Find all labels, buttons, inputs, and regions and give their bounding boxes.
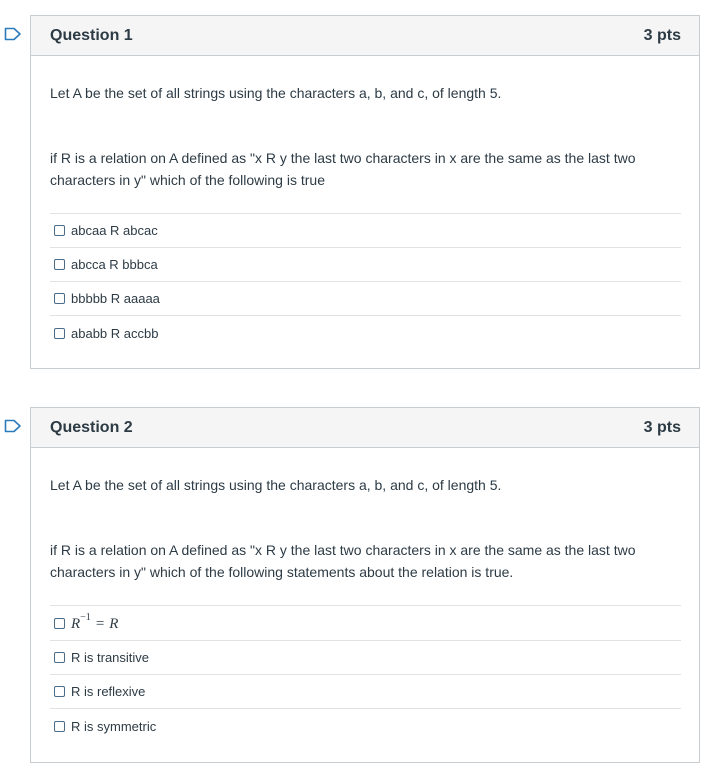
answer-label: abcca R bbbca — [71, 257, 158, 272]
question-body — [31, 448, 699, 743]
answer-option[interactable] — [50, 606, 681, 641]
question-text: Let A be the set of all strings using the characters a, b, and c, of length 5. — [50, 477, 502, 493]
checkbox[interactable] — [54, 652, 65, 663]
answer-option[interactable] — [50, 709, 681, 743]
answer-label: ababb R accbb — [71, 325, 159, 341]
question-points: 3 pts — [643, 26, 681, 44]
question-title: Question 2 — [50, 418, 133, 436]
question-text: if R is a relation on A defined as "x R y the last two characters in x are the same as the last two characters in y" which of the following statements about the relation is true. — [50, 542, 636, 580]
checkbox[interactable] — [54, 293, 65, 304]
question-body — [31, 56, 699, 350]
answer-list — [50, 605, 681, 743]
answer-label: R is symmetric — [71, 718, 157, 734]
math-base: R — [71, 615, 81, 632]
question-flag-icon[interactable] — [4, 27, 22, 41]
question-header — [31, 16, 699, 56]
math-rhs: R — [109, 615, 119, 632]
answer-label: R is reflexive — [71, 684, 146, 699]
question-title: Question 1 — [50, 26, 133, 44]
answer-option[interactable] — [50, 282, 681, 316]
checkbox[interactable] — [54, 259, 65, 270]
answer-label: R is transitive — [71, 650, 150, 665]
question-text: if R is a relation on A defined as "x R y the last two characters in x are the same as the last two characters in y" which of the following is true — [50, 150, 636, 188]
checkbox[interactable] — [54, 618, 65, 629]
answer-option[interactable] — [50, 675, 681, 709]
answer-option[interactable] — [50, 641, 681, 675]
question-text: Let A be the set of all strings using the characters a, b, and c, of length 5. — [50, 85, 502, 101]
checkbox[interactable] — [54, 721, 65, 732]
question-points: 3 pts — [643, 418, 681, 436]
question-flag-icon[interactable] — [4, 419, 22, 433]
answer-list — [50, 213, 681, 350]
answer-option[interactable] — [50, 248, 681, 282]
question-2 — [30, 407, 700, 763]
checkbox[interactable] — [54, 225, 65, 236]
answer-option[interactable] — [50, 214, 681, 248]
answer-option[interactable] — [50, 316, 681, 350]
checkbox[interactable] — [54, 328, 65, 339]
math-eq: = — [95, 615, 105, 632]
checkbox[interactable] — [54, 686, 65, 697]
question-1 — [30, 15, 700, 369]
answer-math — [71, 611, 119, 633]
answer-label: abcaa R abcac — [71, 223, 158, 238]
answer-label: bbbbb R aaaaa — [71, 291, 160, 306]
math-sup: −1 — [80, 611, 91, 623]
question-header — [31, 408, 699, 448]
